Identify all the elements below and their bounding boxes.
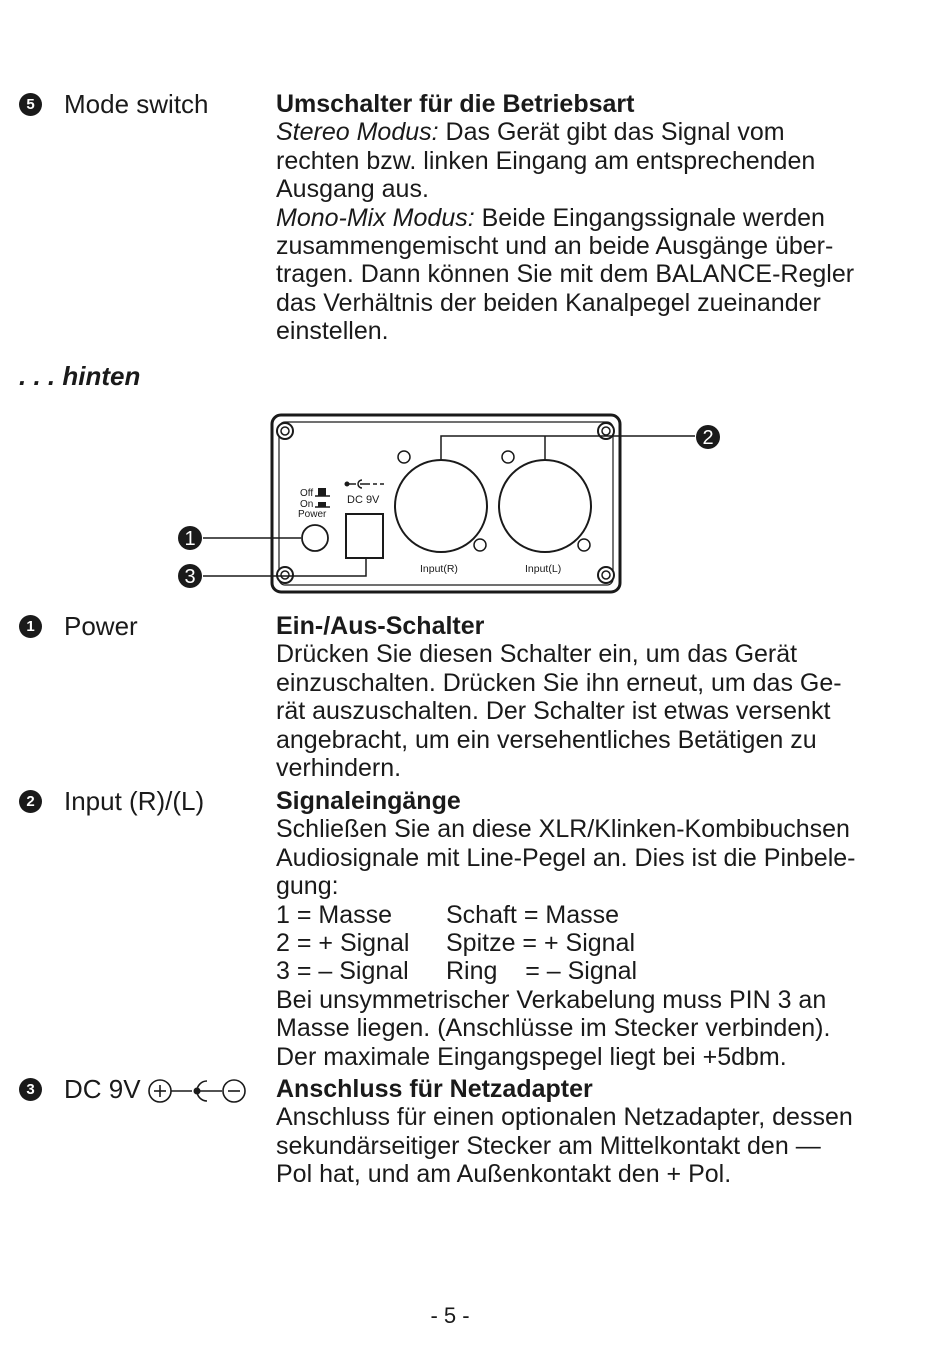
callout-3 xyxy=(178,564,202,588)
dc-label: DC 9V xyxy=(347,494,380,506)
dc-line: Anschluss für einen optionalen Netzadapter, dessen xyxy=(276,1103,853,1132)
dc-term-label: DC 9V xyxy=(64,1074,141,1104)
bullet-5: 5 xyxy=(19,93,42,116)
pin-jack: Schaft = Masse xyxy=(446,900,619,929)
input-l-jack xyxy=(499,460,591,552)
callout-2 xyxy=(696,425,720,449)
power-switch xyxy=(302,525,328,551)
mono-label: Mono-Mix Modus: xyxy=(276,203,475,232)
bullet-3: 3 xyxy=(19,1078,42,1101)
callout-1 xyxy=(178,526,202,550)
dc-jack xyxy=(346,514,383,558)
mode-switch-term: Mode switch xyxy=(64,89,209,119)
power-term: Power xyxy=(64,611,138,641)
input-l-label: Input(L) xyxy=(525,563,562,575)
dc-line: sekundärseitiger Stecker am Mittelkontakt den — xyxy=(276,1131,821,1160)
mode-switch-line xyxy=(276,204,916,232)
power-heading: Ein-/Aus-Schalter xyxy=(276,612,485,640)
callout-3-label: 3 xyxy=(184,566,196,588)
stereo-text: Das Gerät gibt das Signal vom xyxy=(438,118,785,147)
mono-text: Beide Eingangssignale werden xyxy=(474,203,825,232)
pin-xlr: 2 = + Signal xyxy=(276,929,410,958)
input-line: Schließen Sie an diese XLR/Klinken-Kombibuchsen xyxy=(276,815,850,844)
bullet-1: 1 xyxy=(19,615,42,638)
input-heading: Signaleingänge xyxy=(276,787,461,815)
dc-term xyxy=(64,1075,257,1104)
dc-heading: Anschluss für Netzadapter xyxy=(276,1075,593,1103)
section-heading-rear: . . . hinten xyxy=(19,361,141,391)
pin-xlr: 3 = – Signal xyxy=(276,957,409,986)
dc-polarity-icon xyxy=(147,1078,257,1104)
input-line: Audiosignale mit Line-Pegel an. Dies ist die Pinbele- xyxy=(276,843,856,872)
bullet-2: 2 xyxy=(19,790,42,813)
input-line: Masse liegen. (Anschlüsse im Stecker verbinden). xyxy=(276,1014,831,1043)
mode-switch-line: Ausgang aus. xyxy=(276,175,429,204)
input-term: Input (R)/(L) xyxy=(64,786,205,816)
input-line: Bei unsymmetrischer Verkabelung muss PIN 3 an xyxy=(276,985,827,1014)
power-line: Drücken Sie diesen Schalter ein, um das Gerät xyxy=(276,640,798,669)
callout-2-label: 2 xyxy=(702,427,714,449)
dc-description xyxy=(276,1075,916,1189)
power-line: einzuschalten. Drücken Sie ihn erneut, um das Ge- xyxy=(276,668,842,697)
pin-jack: Spitze = + Signal xyxy=(446,929,636,958)
switch-off-symbol xyxy=(318,488,326,496)
dc-line: Pol hat, und am Außenkontakt den + Pol. xyxy=(276,1160,732,1189)
mode-switch-line: rechten bzw. linken Eingang am entsprechenden xyxy=(276,146,816,175)
power-line: verhindern. xyxy=(276,754,402,783)
pin-row xyxy=(276,957,916,985)
mode-switch-line: das Verhältnis der beiden Kanalpegel zueinander xyxy=(276,288,821,317)
power-line: rät auszuschalten. Der Schalter ist etwas versenkt xyxy=(276,697,831,726)
page-number: - 5 - xyxy=(430,1303,470,1328)
power-line: angebracht, um ein versehentliches Betätigen zu xyxy=(276,725,817,754)
input-line: Der maximale Eingangspegel liegt bei +5dbm. xyxy=(276,1042,787,1071)
pin-row xyxy=(276,901,916,929)
input-description xyxy=(276,787,916,1071)
switch-off-label: Off xyxy=(300,488,314,499)
power-label: Power xyxy=(298,509,327,520)
input-line: gung: xyxy=(276,872,339,901)
mode-switch-line: tragen. Dann können Sie mit dem BALANCE-Regler xyxy=(276,260,855,289)
mode-switch-heading: Umschalter für die Betriebsart xyxy=(276,90,635,118)
pin-row xyxy=(276,929,916,957)
input-r-label: Input(R) xyxy=(420,563,458,575)
rear-panel-diagram xyxy=(0,405,950,605)
pin-jack: Ring = – Signal xyxy=(446,957,638,986)
stereo-label: Stereo Modus: xyxy=(276,118,439,147)
mode-switch-line: einstellen. xyxy=(276,317,389,346)
power-description xyxy=(276,612,916,782)
mode-switch-description xyxy=(276,90,916,346)
switch-on-label: On xyxy=(300,499,314,510)
callout-1-label: 1 xyxy=(184,528,196,550)
input-r-jack xyxy=(395,460,487,552)
pin-xlr: 1 = Masse xyxy=(276,900,393,929)
mode-switch-line xyxy=(276,118,916,146)
mode-switch-line: zusammengemischt und an beide Ausgänge über- xyxy=(276,232,834,261)
